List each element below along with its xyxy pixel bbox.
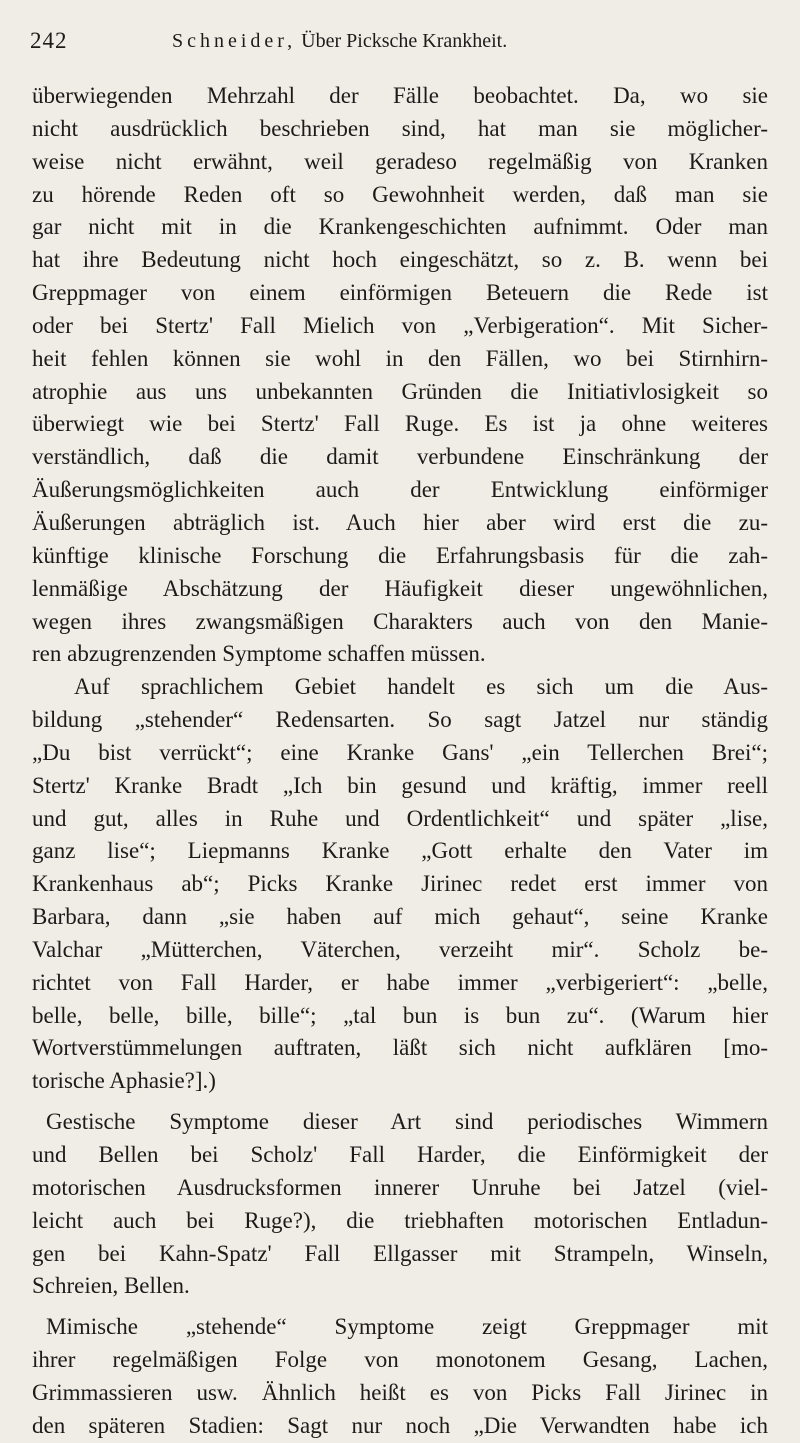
text-line: zu hörende Reden oft so Gewohnheit werden, daß man sie [32, 181, 768, 207]
text-line: lenmäßige Abschätzung der Häufigkeit dieser ungewöhnlichen, [32, 575, 768, 601]
text-line: belle, belle, bille, bille“; „tal bun is bun zu“. (Warum hier [32, 1002, 768, 1028]
text-line: Gestische Symptome dieser Art sind periodisches Wimmern [46, 1109, 768, 1135]
text-line: Valchar „Mütterchen, Väterchen, verzeiht mir“. Scholz be- [32, 936, 768, 962]
text-line: motorischen Ausdrucksformen innerer Unruhe bei Jatzel (viel- [32, 1174, 768, 1200]
text-line: Grimmassieren usw. Ähnlich heißt es von Picks Fall Jirinec in [32, 1379, 768, 1405]
text-line: „Du bist verrückt“; eine Kranke Gans' „ein Tellerchen Brei“; [32, 739, 768, 765]
text-line: torische Aphasie?].) [32, 1068, 216, 1094]
running-head-title: Über Picksche Krankheit. [301, 30, 508, 52]
text-line: oder bei Stertz' Fall Mielich von „Verbigeration“. Mit Sicher- [32, 312, 768, 338]
text-line: nicht ausdrücklich beschrieben sind, hat man sie möglicher- [32, 115, 768, 141]
page-number: 242 [30, 28, 68, 53]
text-line: ihrer regelmäßigen Folge von monotonem Gesang, Lachen, [32, 1347, 768, 1373]
text-line: und Bellen bei Scholz' Fall Harder, die Einförmigkeit der [32, 1142, 768, 1167]
text-line: wegen ihres zwangsmäßigen Charakters auch von den Manie- [32, 608, 768, 634]
text-line: Schreien, Bellen. [32, 1273, 190, 1299]
text-line: Krankenhaus ab“; Picks Kranke Jirinec redet erst immer von [32, 871, 768, 897]
text-line: Barbara, dann „sie haben auf mich gehaut“, seine Kranke [32, 904, 768, 930]
text-line: atrophie aus uns unbekannten Gründen die Initiativlosigkeit so [32, 378, 768, 404]
text-line: Stertz' Kranke Bradt „Ich bin gesund und kräftig, immer reell [32, 772, 768, 798]
text-line: ganz lise“; Liepmanns Kranke „Gott erhalte den Vater im [32, 838, 768, 864]
text-line: ren abzugrenzenden Symptome schaffen müssen. [32, 641, 486, 667]
text-line: Äußerungen abträglich ist. Auch hier aber wird erst die zu- [32, 509, 768, 535]
text-line: gar nicht mit in die Krankengeschichten aufnimmt. Oder man [32, 214, 768, 240]
text-line: überwiegt wie bei Stertz' Fall Ruge. Es ist ja ohne weiteres [32, 411, 768, 437]
text-line: weise nicht erwähnt, weil geradeso regelmäßig von Kranken [32, 148, 768, 174]
page-header [30, 28, 770, 58]
text-line: Mimische „stehende“ Symptome zeigt Greppmager mit [46, 1314, 768, 1340]
running-head-author: Schneider, [172, 30, 297, 52]
running-head [172, 30, 507, 53]
text-line: richtet von Fall Harder, er habe immer „verbigeriert“: „belle, [32, 969, 768, 995]
text-line: und gut, alles in Ruhe und Ordentlichkeit“ und später „lise, [32, 805, 768, 831]
text-line: leicht auch bei Ruge?), die triebhaften motorischen Entladun- [32, 1207, 768, 1233]
text-line: Wortverstümmelungen auftraten, läßt sich nicht aufklären [mo- [32, 1035, 768, 1061]
text-line: Auf sprachlichem Gebiet handelt es sich um die Aus- [74, 674, 768, 700]
text-line: hat ihre Bedeutung nicht hoch eingeschätzt, so z. B. wenn bei [32, 247, 768, 273]
text-line: gen bei Kahn-Spatz' Fall Ellgasser mit Strampeln, Winseln, [32, 1240, 768, 1266]
text-line: überwiegenden Mehrzahl der Fälle beobachtet. Da, wo sie [32, 83, 768, 108]
text-line: bildung „stehender“ Redensarten. So sagt Jatzel nur ständig [32, 707, 768, 733]
text-line: heit fehlen können sie wohl in den Fällen, wo bei Stirnhirn- [32, 345, 768, 371]
text-line: Greppmager von einem einförmigen Beteuern die Rede ist [32, 280, 768, 306]
body-text [32, 80, 768, 1443]
text-line: Äußerungsmöglichkeiten auch der Entwicklung einförmiger [32, 477, 768, 503]
text-line: den späteren Stadien: Sagt nur noch „Die Verwandten habe ich [32, 1412, 768, 1438]
text-line: verständlich, daß die damit verbundene Einschränkung der [32, 444, 768, 470]
text-line: künftige klinische Forschung die Erfahrungsbasis für die zah- [32, 542, 768, 568]
